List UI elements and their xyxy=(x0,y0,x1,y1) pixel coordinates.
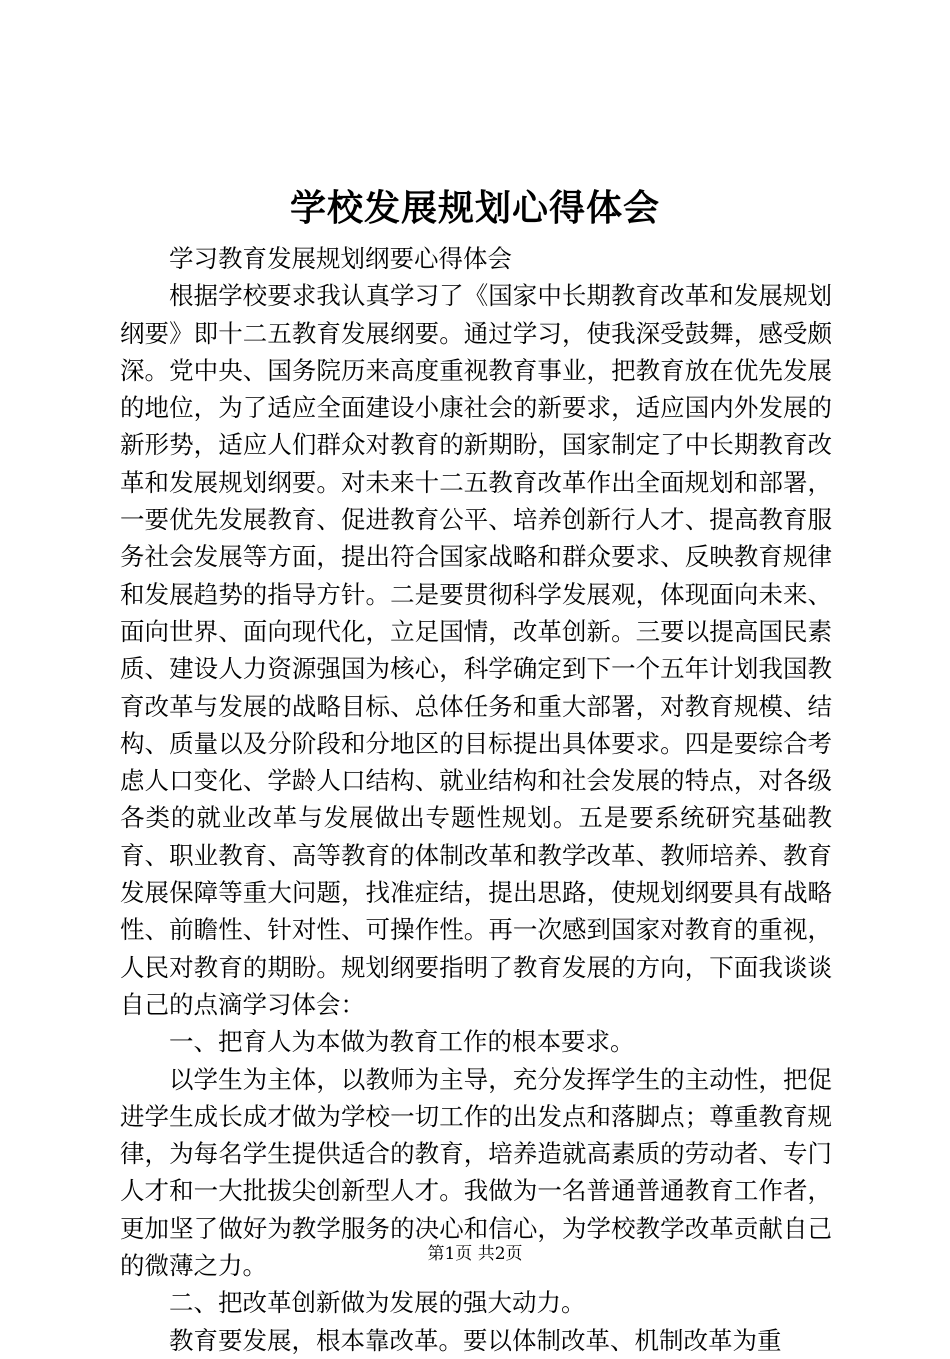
document-title: 学校发展规划心得体会 xyxy=(289,187,660,229)
subtitle-paragraph: 学习教育发展规划纲要心得体会 xyxy=(169,244,512,273)
page-number-footer: 第1页 共2页 xyxy=(427,1244,523,1264)
document-body xyxy=(120,240,832,1359)
body-paragraph: 以学生为主体，以教师为主导，充分发挥学生的主动性，把促进学生成长成才做为学校一切工作的出发点和落脚点；尊重教育规律，为每名学生提供适合的教育，培养造就高素质的劳动者、专门人才和一大批拔尖创新型人才。我做为一名普通普通教育工作者，更加坚了做好为教学服务的决心和信心，为学校教学改革贡献自己的微薄之力。 xyxy=(120,1064,832,1281)
body-paragraph: 教育要发展，根本靠改革。要以体制改革、机制改革为重 xyxy=(169,1325,782,1355)
section-heading: 二、把改革创新做为发展的强大动力。 xyxy=(169,1288,586,1318)
body-paragraph: 根据学校要求我认真学习了《国家中长期教育改革和发展规划纲要》即十二五教育发展纲要。通过学习，使我深受鼓舞，感受颇深。党中央、国务院历来高度重视教育事业，把教育放在优先发展的地位，为了适应全面建设小康社会的新要求，适应国内外发展的新形势，适应人们群众对教育的新期盼，国家制定了中长期教育改革和发展规划纲要。对未来十二五教育改革作出全面规划和部署，一要优先发展教育、促进教育公平、培养创新行人才、提高教育服务社会发展等方面，提出符合国家战略和群众要求、反映教育规律和发展趋势的指导方针。二是要贯彻科学发展观，体现面向未来、面向世界、面向现代化，立足国情，改革创新。三要以提高国民素质、建设人力资源强国为核心，科学确定到下一个五年计划我国教育改革与发展的战略目标、总体任务和重大部署，对教育规模、结构、质量以及分阶段和分地区的目标提出具体要求。四是要综合考虑人口变化、学龄人口结构、就业结构和社会发展的特点，对各级各类的就业改革与发展做出专题性规划。五是要系统研究基础教育、职业教育、高等教育的体制改革和教学改革、教师培养、教育发展保障等重大问题，找准症结，提出思路，使规划纲要具有战略性、前瞻性、针对性、可操作性。再一次感到国家对教育的重视，人民对教育的期盼。规划纲要指明了教育发展的方向，下面我谈谈自己的点滴学习体会： xyxy=(120,281,832,1019)
section-heading: 一、把育人为本做为教育工作的根本要求。 xyxy=(169,1027,635,1057)
